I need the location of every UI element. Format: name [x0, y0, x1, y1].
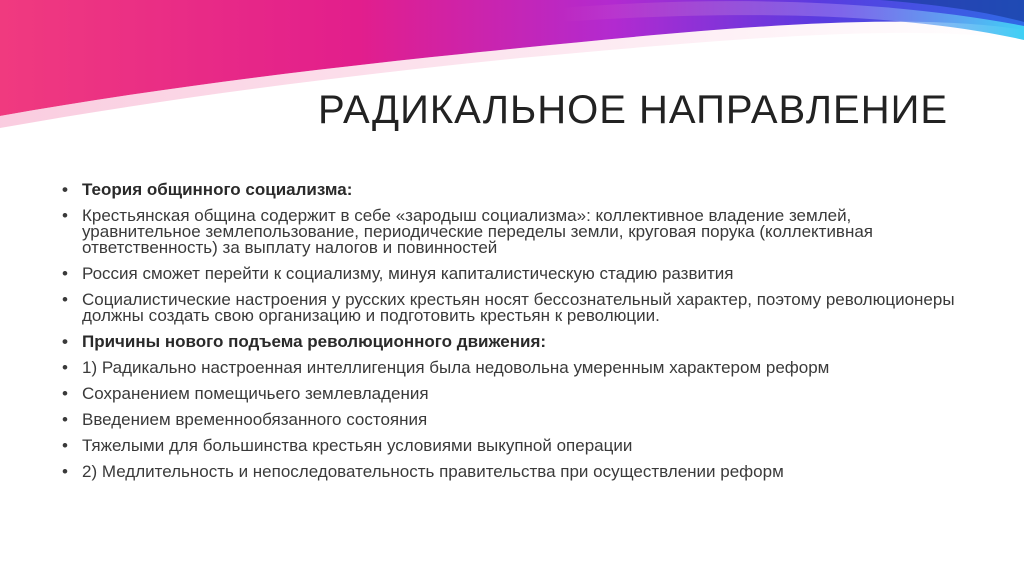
bullet-item: • Тяжелыми для большинства крестьян условиями выкупной операции [62, 438, 970, 454]
bullet-item: • 1) Радикально настроенная интеллигенция была недовольна умеренным характером реформ [62, 360, 970, 376]
slide-title: РАДИКАЛЬНОЕ НАПРАВЛЕНИЕ [318, 88, 949, 132]
bullet-item: • Введением временнообязанного состояния [62, 412, 970, 428]
bullet-item: • Социалистические настроения у русских крестьян носят бессознательный характер, поэтому революционеры должны создать свою организацию и подготовить крестьян к революции. [62, 292, 970, 324]
bullet-item: • 2) Медлительность и непоследовательность правительства при осуществлении реформ [62, 464, 970, 480]
bullet-item: • Россия сможет перейти к социализму, минуя капиталистическую стадию развития [62, 266, 970, 282]
bullet-item: • Крестьянская община содержит в себе «зародыш социализма»: коллективное владение землей, уравнительное землепользование, периодические переделы земли, круговая порука (коллективная ответственность) за выплату налогов и повинностей [62, 208, 970, 256]
bullet-item: • Теория общинного социализма: [62, 182, 970, 198]
bullet-item: • Причины нового подъема революционного движения: [62, 334, 970, 350]
bullet-item: • Сохранением помещичьего землевладения [62, 386, 970, 402]
bullet-list [62, 182, 970, 490]
